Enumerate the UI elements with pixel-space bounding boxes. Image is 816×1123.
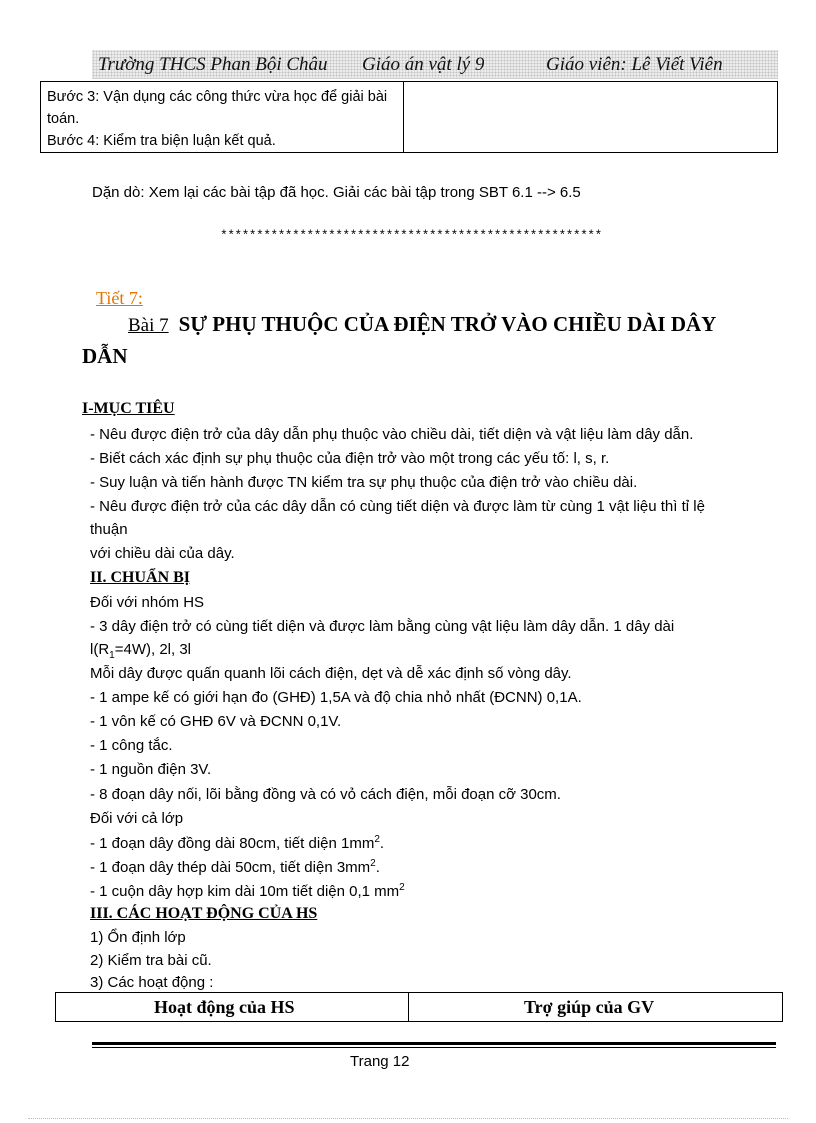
header-school: Trường THCS Phan Bội Châu xyxy=(98,54,328,75)
page-number: Trang 12 xyxy=(350,1053,410,1070)
objective-item: - Biết cách xác định sự phụ thuộc của điện trở vào một trong các yếu tố: l, s, r. xyxy=(90,450,610,467)
lesson-number: Bài 7 xyxy=(128,315,169,336)
activities-heading: III. CÁC HOẠT ĐỘNG CỦA HS xyxy=(90,905,318,922)
table-cell-left xyxy=(47,86,399,152)
group-item: Mỗi dây được quấn quanh lõi cách điện, dẹt và dễ xác định số vòng dây. xyxy=(90,665,572,682)
objective-item: - Nêu được điện trở của các dây dẫn có cùng tiết diện và được làm từ cùng 1 vật liệu thì tỉ lệ xyxy=(90,498,705,515)
superscript: 2 xyxy=(374,834,380,845)
group-label: Đối với nhóm HS xyxy=(90,594,205,611)
group-item xyxy=(90,641,790,661)
activities-table-header xyxy=(55,992,783,1022)
preparation-heading: II. CHUẨN BỊ xyxy=(90,569,191,586)
resistor-text-b: =4W), 2l, 3l xyxy=(114,641,192,658)
homework-note: Dặn dò: Xem lại các bài tập đã học. Giải các bài tập trong SBT 6.1 --> 6.5 xyxy=(92,184,581,201)
period-mark: . xyxy=(379,835,385,852)
class-item xyxy=(90,858,790,876)
group-item: - 8 đoạn dây nối, lõi bằng đồng và có vỏ cách điện, mỗi đoạn cỡ 30cm. xyxy=(90,786,561,803)
class-label: Đối với cả lớp xyxy=(90,810,184,827)
separator-stars: ***************************************************** xyxy=(220,228,602,243)
objective-item: - Suy luận và tiến hành được TN kiểm tra sự phụ thuộc của điện trở vào chiều dài. xyxy=(90,474,638,491)
lesson-title-line1: SỰ PHỤ THUỘC CỦA ĐIỆN TRỞ VÀO CHIỀU DÀI DÂY xyxy=(178,312,717,336)
column-header-hs: Hoạt động của HS xyxy=(154,997,295,1017)
group-item: - 3 dây điện trở có cùng tiết diện và được làm bằng cùng vật liệu làm dây dẫn. 1 dây dài xyxy=(90,618,675,635)
header-subject: Giáo án vật lý 9 xyxy=(362,54,485,75)
resistor-subscript: 1 xyxy=(109,650,115,661)
table-divider xyxy=(403,82,404,152)
class-item-text: - 1 đoạn dây đồng dài 80cm, tiết diện 1mm xyxy=(90,835,375,852)
class-item xyxy=(90,834,790,852)
lesson-title-line2: DẪN xyxy=(82,344,128,368)
page-header xyxy=(92,50,778,79)
class-item-text: - 1 cuộn dây hợp kim dài 10m tiết diện 0,1 mm xyxy=(90,883,400,900)
step-4-text: Bước 4: Kiểm tra biện luận kết quả. xyxy=(47,133,276,149)
footer-rule xyxy=(92,1042,776,1045)
page-edge xyxy=(28,1118,788,1119)
group-item: - 1 công tắc. xyxy=(90,737,173,754)
superscript: 2 xyxy=(399,882,405,893)
lesson-title xyxy=(128,312,716,337)
footer-rule-thin xyxy=(92,1047,776,1048)
table-divider xyxy=(408,993,409,1021)
objective-item: với chiều dài của dây. xyxy=(90,545,235,562)
column-header-gv: Trợ giúp của GV xyxy=(524,997,655,1017)
activity-item: 2) Kiểm tra bài cũ. xyxy=(90,952,212,969)
objectives-heading: I-MỤC TIÊU xyxy=(82,400,175,417)
header-teacher: Giáo viên: Lê Viết Viên xyxy=(546,54,723,75)
period-mark: . xyxy=(375,859,380,876)
objective-item: thuận xyxy=(90,521,128,538)
step-3-text: Bước 3: Vận dụng các công thức vừa học để giải bài toán. xyxy=(47,89,388,127)
group-item: - 1 ampe kế có giới hạn đo (GHĐ) 1,5A và độ chia nhỏ nhất (ĐCNN) 0,1A. xyxy=(90,689,582,706)
group-item: - 1 nguồn điện 3V. xyxy=(90,761,212,778)
activity-item: 1) Ổn định lớp xyxy=(90,929,186,946)
objective-item: - Nêu được điện trở của dây dẫn phụ thuộc vào chiều dài, tiết diện và vật liệu làm dây dẫn. xyxy=(90,426,694,443)
class-item-text: - 1 đoạn dây thép dài 50cm, tiết diện 3mm xyxy=(90,859,371,876)
superscript: 2 xyxy=(370,858,376,869)
group-item: - 1 vôn kế có GHĐ 6V và ĐCNN 0,1V. xyxy=(90,713,342,730)
period-label: Tiết 7: xyxy=(96,288,143,308)
top-table xyxy=(40,81,778,153)
class-item xyxy=(90,882,790,900)
activity-item: 3) Các hoạt động : xyxy=(90,974,214,991)
resistor-text-a: l(R xyxy=(90,641,110,658)
